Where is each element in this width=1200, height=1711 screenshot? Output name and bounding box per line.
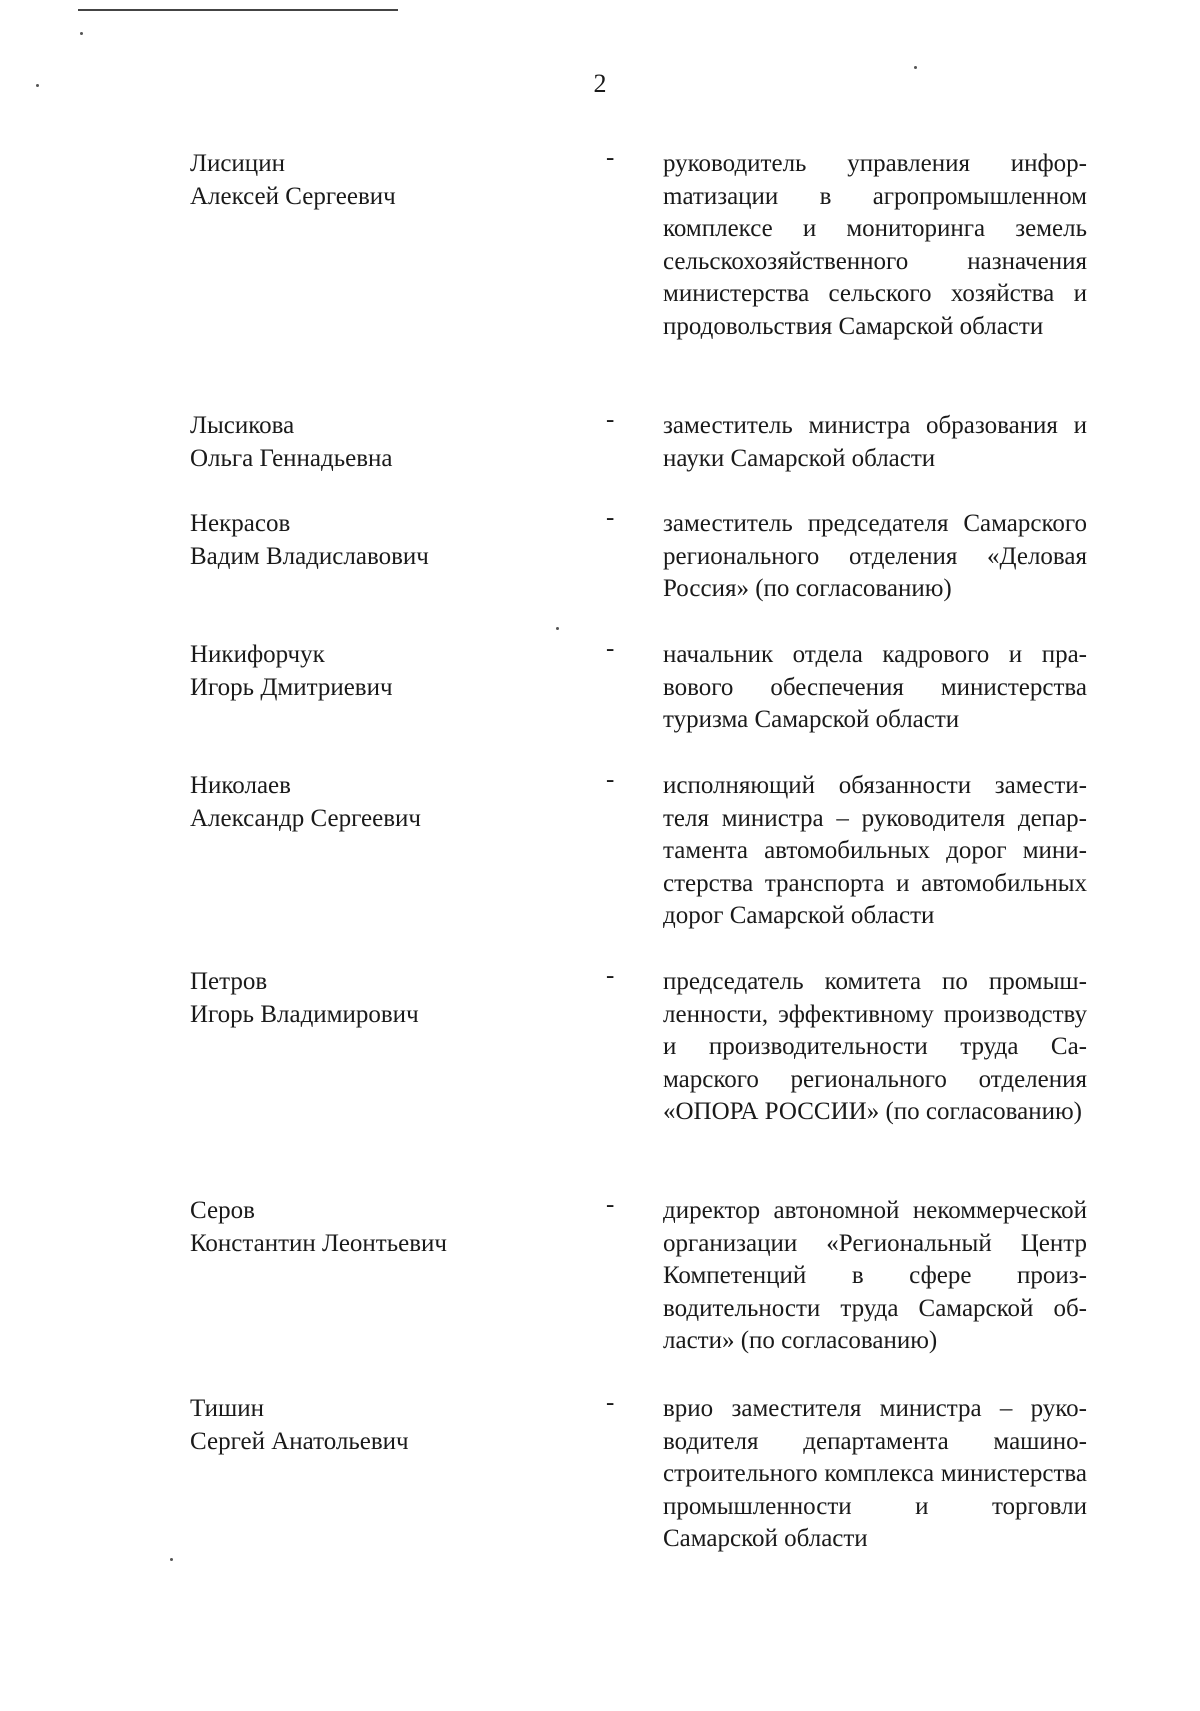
position-description: руководитель управления инфорmатизации в агропромышленном комплексе и мониторинга земель сельскохозяйственного назначения министерства сельского хозяйства и продовольствия Самарской области [663, 150, 1087, 340]
surname: Лисицин [190, 150, 285, 177]
given-names: Константин Леонтьевич [190, 1229, 447, 1257]
position-description: исполняющий обязанности заместителя министра – руководителя департамента автомобильных дорог министерства транспорта и автомобильных дорог Самарской области [663, 772, 1087, 929]
person-name [190, 148, 610, 213]
surname: Никифорчук [190, 641, 325, 668]
person-name [190, 966, 610, 1031]
given-names: Александр Сергеевич [190, 804, 421, 832]
given-names: Игорь Дмитриевич [190, 673, 393, 701]
page-number: 2 [593, 69, 607, 98]
dash-separator: - [606, 1389, 615, 1416]
surname: Николаев [190, 772, 291, 799]
position-description: начальник отдела кадрового и правового обеспечения министерства туризма Самарской области [663, 641, 1087, 733]
surname: Серов [190, 1197, 255, 1224]
given-names: Алексей Сергеевич [190, 182, 396, 210]
given-names: Сергей Анатольевич [190, 1427, 409, 1455]
position-description: врио заместителя министра – руководителя департамента машиностроительного комплекса министерства промышленности и торговли Самарской области [663, 1395, 1087, 1552]
given-names: Игорь Владимирович [190, 1000, 419, 1028]
scan-speck [556, 627, 559, 630]
scan-speck [170, 1558, 173, 1561]
person-name [190, 410, 610, 475]
dash-separator: - [606, 406, 615, 433]
surname: Петров [190, 968, 268, 995]
dash-separator: - [606, 144, 615, 171]
surname: Тишин [190, 1395, 265, 1422]
dash-separator: - [606, 962, 615, 989]
dash-separator: - [606, 766, 615, 793]
position-description: заместитель председателя Самарского регионального отделения «Деловая Россия» (по согласованию) [663, 510, 1087, 602]
scan-edge-line [78, 9, 398, 11]
dash-separator: - [606, 635, 615, 662]
given-names: Ольга Геннадьевна [190, 444, 393, 472]
person-name [190, 1393, 610, 1458]
position-description: заместитель министра образования и науки Самарской области [663, 412, 1087, 472]
given-names: Вадим Владиславович [190, 542, 429, 570]
person-name [190, 639, 610, 704]
dash-separator: - [606, 504, 615, 531]
position-description: директор автономной некоммерческой организации «Региональный Центр Компетенций в сфере производительности труда Самарской области» (по согласованию) [663, 1197, 1087, 1354]
dash-separator: - [606, 1191, 615, 1218]
surname: Лысикова [190, 412, 295, 439]
surname: Некрасов [190, 510, 291, 537]
position-description: председатель комитета по промышленности, эффективному производству и производительности труда Самарского регионального отделения «ОПОРА РОССИИ» (по согласованию) [663, 968, 1087, 1125]
person-name [190, 770, 610, 835]
person-name [190, 508, 610, 573]
person-name [190, 1195, 610, 1260]
scan-speck [80, 32, 83, 35]
